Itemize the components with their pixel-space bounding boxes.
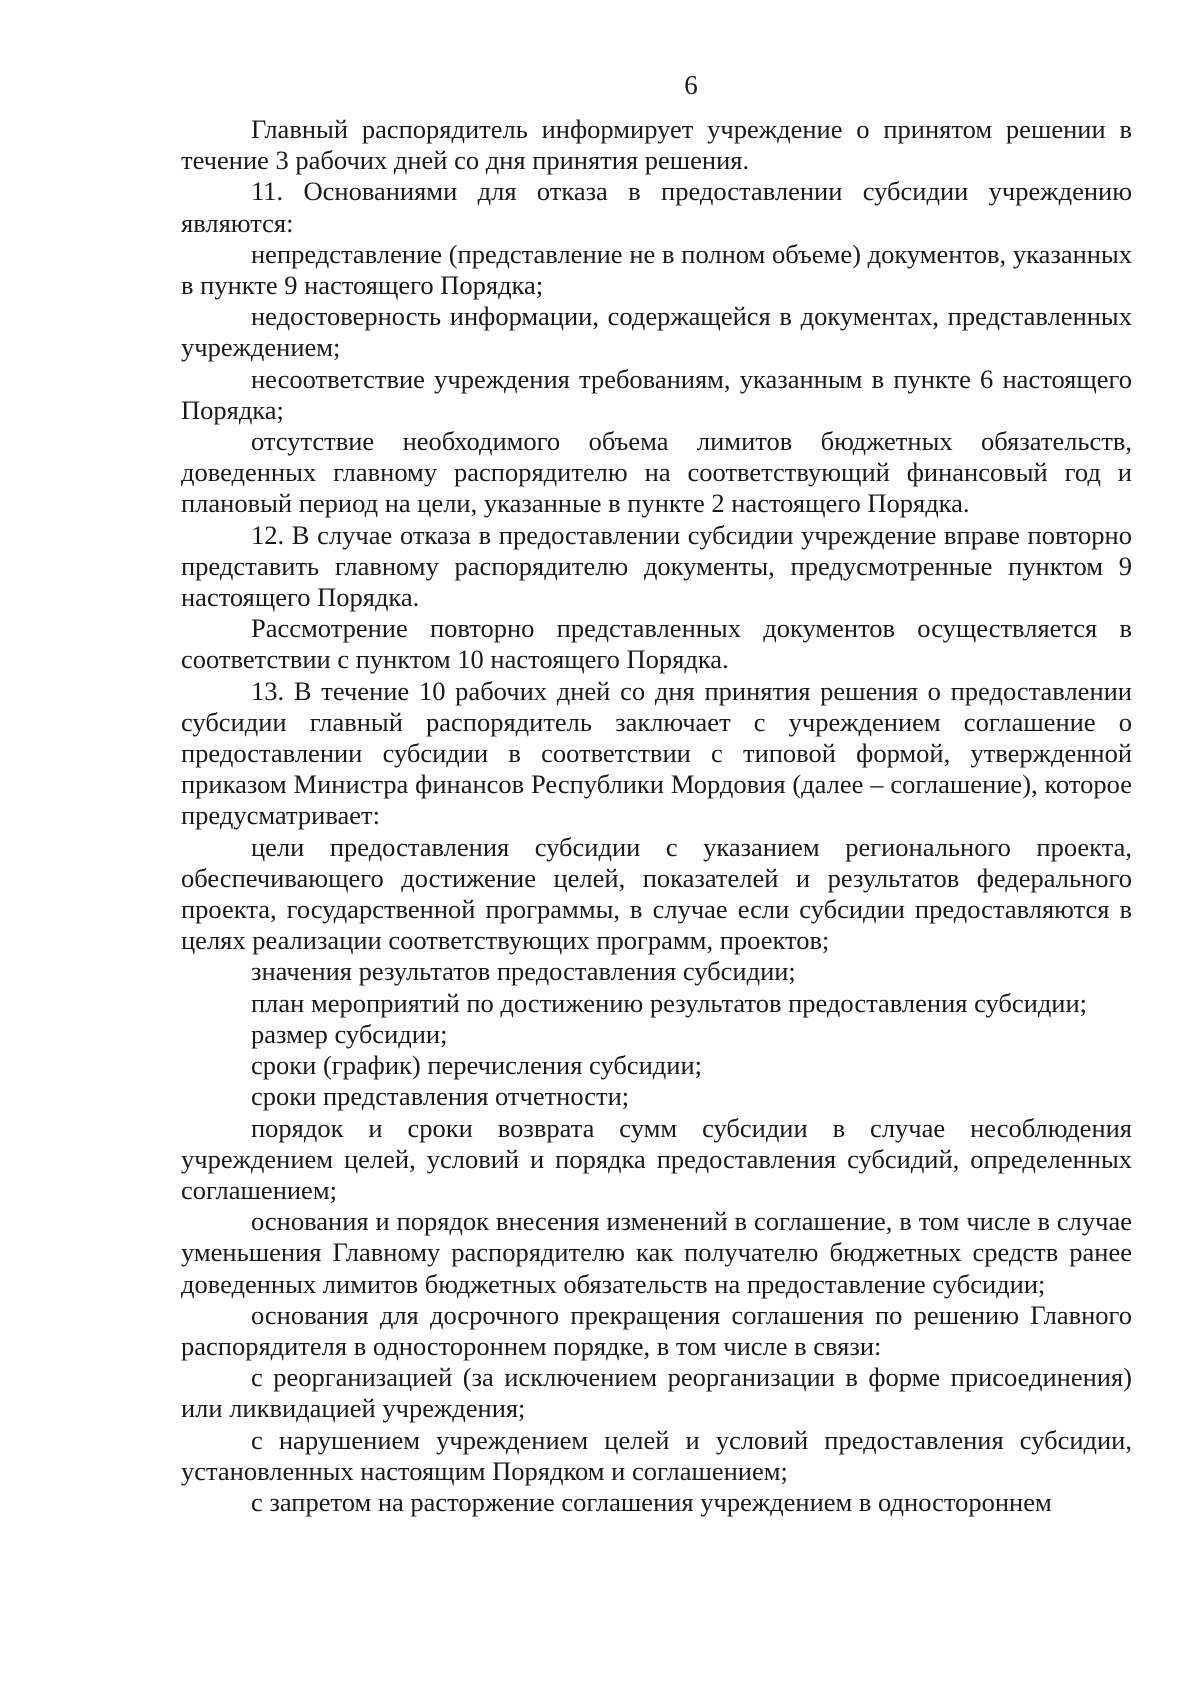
paragraph: сроки представления отчетности; <box>251 1081 630 1112</box>
paragraph: непредставление (представление не в полном объеме) документов, указанных в пункте 9 настоящего Порядка; <box>181 238 1132 301</box>
paragraph: несоответствие учреждения требованиям, указанным в пункте 6 настоящего Порядка; <box>181 363 1132 425</box>
page-number: 6 <box>684 70 698 100</box>
paragraph: основания и порядок внесения изменений в соглашение, в том числе в случае уменьшения Главному распорядителю как получателю бюджетных средств ранее доведенных лимитов бюджетных обязательств на предоставление субсидии; <box>181 1206 1132 1299</box>
paragraph: 13. В течение 10 рабочих дней со дня принятия решения о предоставлении субсидии главный распорядитель заключает с учреждением соглашение о предоставлении субсидии в соответствии с типовой формой, утвержденной приказом Министра финансов Республики Мордовия (далее – соглашение), которое предусматривает: <box>181 675 1132 831</box>
paragraph: с реорганизацией (за исключением реорганизации в форме присоединения) или ликвидацией учреждения; <box>181 1362 1132 1424</box>
paragraph: значения результатов предоставления субсидии; <box>251 956 796 987</box>
paragraph: размер субсидии; <box>251 1018 448 1049</box>
document-body <box>181 114 1132 1518</box>
paragraph: 11. Основаниями для отказа в предоставлении субсидии учреждению являются: <box>181 176 1132 238</box>
paragraph: отсутствие необходимого объема лимитов бюджетных обязательств, доведенных главному распорядителю на соответствующий финансовый год и плановый период на цели, указанные в пункте 2 настоящего Порядка. <box>181 426 1132 519</box>
paragraph: сроки (график) перечисления субсидии; <box>251 1050 703 1081</box>
paragraph: Главный распорядитель информирует учреждение о принятом решении в течение 3 рабочих дней со дня принятия решения. <box>181 114 1132 176</box>
paragraph: порядок и сроки возврата сумм субсидии в случае несоблюдения учреждением целей, условий и порядка предоставления субсидий, определенных соглашением; <box>181 1112 1132 1205</box>
paragraph: основания для досрочного прекращения соглашения по решению Главного распорядителя в одностороннем порядке, в том числе в связи: <box>181 1299 1132 1361</box>
paragraph: 12. В случае отказа в предоставлении субсидии учреждение вправе повторно представить главному распорядителю документы, предусмотренные пунктом 9 настоящего Порядка. <box>181 519 1132 613</box>
paragraph: план мероприятий по достижению результатов предоставления субсидии; <box>251 987 1088 1018</box>
paragraph: с запретом на расторжение соглашения учреждением в одностороннем <box>251 1486 1052 1517</box>
paragraph: Рассмотрение повторно представленных документов осуществляется в соответствии с пунктом 10 настоящего Порядка. <box>181 613 1132 675</box>
paragraph: недостоверность информации, содержащейся в документах, представленных учреждением; <box>181 301 1132 363</box>
paragraph: с нарушением учреждением целей и условий предоставления субсидии, установленных настоящим Порядком и соглашением; <box>181 1424 1132 1486</box>
paragraph: цели предоставления субсидии с указанием регионального проекта, обеспечивающего достижение целей, показателей и результатов федерального проекта, государственной программы, в случае если субсидии предоставляются в целях реализации соответствующих программ, проектов; <box>181 831 1132 956</box>
